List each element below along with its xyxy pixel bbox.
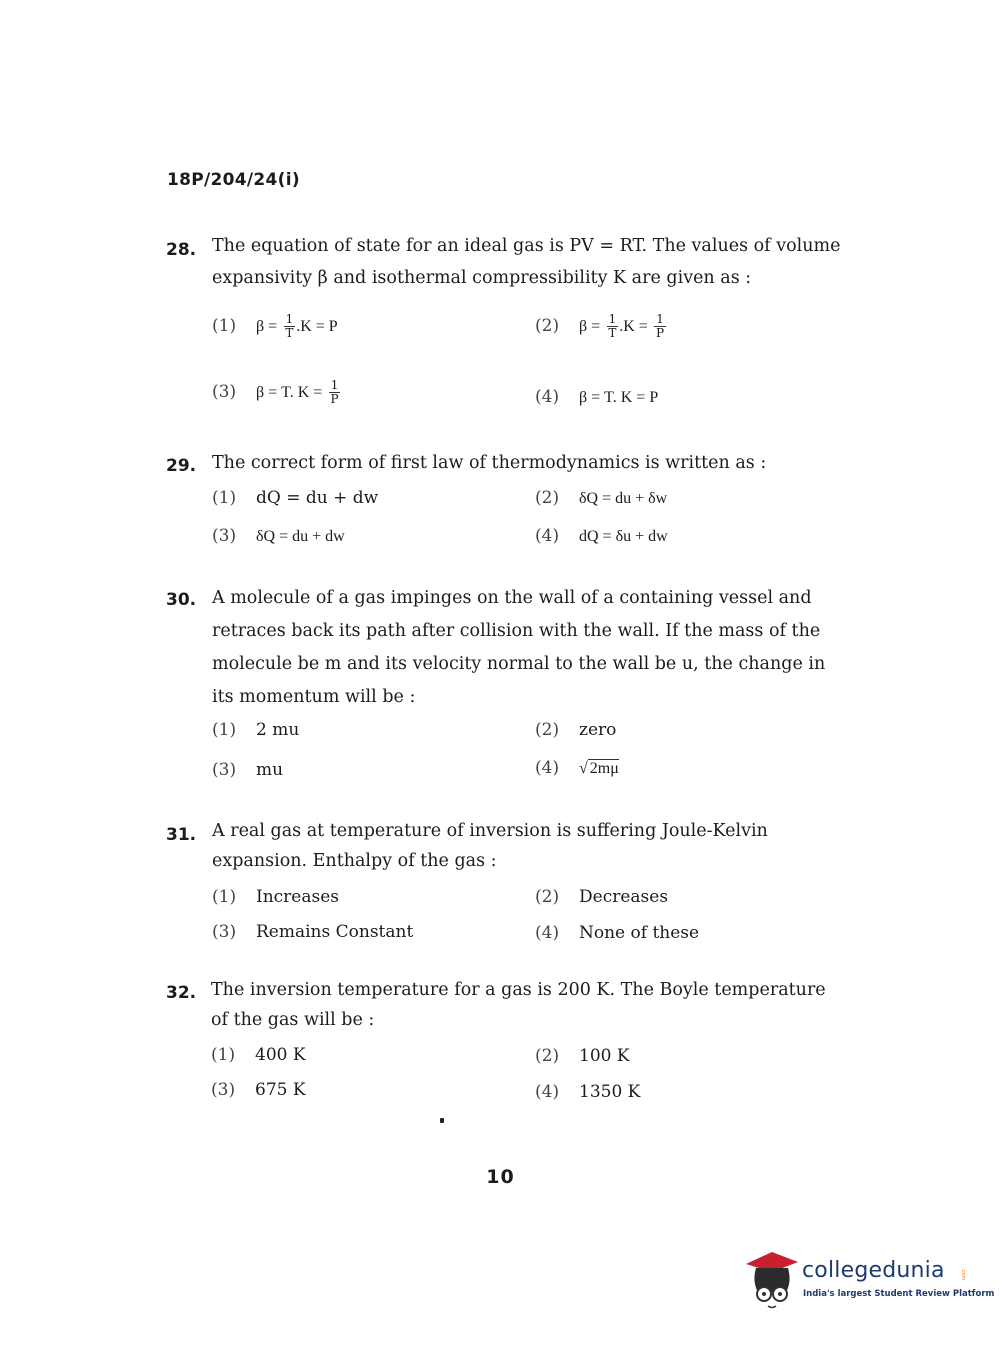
fraction-numerator: 1: [656, 312, 664, 326]
option-number: (3): [212, 760, 237, 780]
option-32-3: [211, 1080, 306, 1100]
option-number: (2): [535, 488, 560, 508]
question-line: The equation of state for an ideal gas is PV = RT. The values of volume: [212, 236, 841, 256]
option-31-2: [535, 887, 668, 907]
brand-tagline: India's largest Student Review Platform: [803, 1289, 995, 1299]
option-number: (1): [212, 316, 237, 336]
option-text: None of these: [579, 923, 700, 943]
option-number: (4): [535, 1082, 560, 1102]
fraction-numerator: 1: [330, 378, 339, 392]
option-text: dQ = du + dw: [256, 488, 379, 508]
option-number: (4): [535, 387, 560, 407]
fraction-denominator: P: [330, 392, 339, 406]
option-number: (3): [212, 382, 237, 402]
option-32-4: [535, 1082, 640, 1102]
question-text-31: [212, 816, 847, 876]
question-text-32: [211, 975, 846, 1035]
option-number: (1): [212, 488, 237, 508]
option-math: .K =: [619, 318, 648, 335]
option-text: mu: [256, 760, 284, 780]
option-28-3: [212, 379, 341, 406]
option-30-1: [212, 720, 299, 740]
question-number-30: 30.: [166, 590, 197, 610]
option-number: (2): [535, 316, 560, 336]
question-line: A molecule of a gas impinges on the wall of a containing vessel and: [212, 588, 812, 608]
question-number-29: 29.: [166, 456, 197, 476]
brand-suffix: .com: [960, 1268, 966, 1281]
option-29-1: [212, 488, 378, 508]
sqrt-symbol: √: [579, 760, 588, 777]
option-text: δQ = du + dw: [256, 528, 345, 545]
option-28-4: [535, 387, 658, 407]
option-number: (2): [535, 887, 560, 907]
question-line: molecule be m and its velocity normal to the wall be u, the change in: [212, 654, 826, 674]
page-number: 10: [486, 1166, 515, 1188]
option-number: (3): [212, 526, 237, 546]
option-number: (1): [211, 1045, 236, 1065]
question-text-30: [212, 582, 847, 714]
question-line: retraces back its path after collision with the wall. If the mass of the: [212, 621, 821, 641]
paper-code: 18P/204/24(i): [167, 170, 300, 190]
option-30-3: [212, 760, 283, 780]
question-line: A real gas at temperature of inversion is suffering Joule-Kelvin: [212, 821, 768, 841]
option-text: δQ = du + δw: [579, 490, 668, 507]
option-number: (1): [212, 720, 237, 740]
option-text: 675 K: [255, 1080, 306, 1100]
question-number-32: 32.: [166, 983, 197, 1003]
scan-dot: [440, 1118, 444, 1123]
fraction: [607, 313, 619, 340]
option-text: 400 K: [255, 1045, 306, 1065]
option-math: β = T. K = P: [579, 389, 659, 406]
brand-name: collegedunia: [802, 1258, 945, 1283]
option-number: (4): [535, 758, 560, 778]
option-32-2: [535, 1046, 630, 1066]
option-number: (1): [212, 887, 237, 907]
option-29-2: [535, 488, 667, 508]
option-number: (2): [535, 1046, 560, 1066]
option-math: .K = P: [296, 318, 338, 335]
mascot-icon: [742, 1248, 802, 1314]
question-text-29: The correct form of first law of thermodynamics is written as :: [212, 453, 767, 473]
fraction: [654, 313, 666, 340]
fraction-denominator: P: [655, 326, 665, 340]
option-text: Remains Constant: [256, 922, 414, 942]
fraction-denominator: T: [285, 326, 294, 340]
option-31-4: [535, 923, 699, 943]
option-text: dQ = δu + dw: [579, 528, 668, 545]
question-line: The inversion temperature for a gas is 200 K. The Boyle temperature: [211, 980, 826, 1000]
option-30-2: [535, 720, 616, 740]
option-number: (4): [535, 923, 560, 943]
option-28-1: [212, 313, 338, 340]
fraction: [284, 313, 296, 340]
option-text: 1350 K: [579, 1082, 641, 1102]
option-30-4: [535, 758, 619, 778]
option-text: 100 K: [579, 1046, 630, 1066]
option-math: β = T. K =: [256, 384, 323, 401]
question-line: expansion. Enthalpy of the gas :: [212, 851, 497, 871]
fraction: [329, 379, 341, 406]
option-text: 2 mu: [256, 720, 300, 740]
option-text: Increases: [256, 887, 340, 907]
option-number: (3): [212, 922, 237, 942]
option-text: 2mμ: [589, 760, 619, 777]
option-math: β =: [256, 318, 278, 335]
option-29-3: [212, 526, 345, 546]
option-number: (2): [535, 720, 560, 740]
question-line: expansivity β and isothermal compressibility K are given as :: [212, 268, 752, 288]
option-31-3: [212, 922, 413, 942]
option-31-1: [212, 887, 339, 907]
option-text: zero: [579, 720, 617, 740]
option-math: β =: [579, 318, 601, 335]
option-number: (4): [535, 526, 560, 546]
collegedunia-watermark: [742, 1248, 995, 1318]
question-line: its momentum will be :: [212, 687, 416, 707]
question-number-28: 28.: [166, 240, 197, 260]
option-28-2: [535, 313, 667, 340]
option-text: Decreases: [579, 887, 669, 907]
question-text-28: [212, 230, 847, 294]
option-number: (3): [211, 1080, 236, 1100]
question-line: of the gas will be :: [211, 1010, 375, 1030]
fraction-numerator: 1: [285, 312, 294, 326]
question-number-31: 31.: [166, 825, 197, 845]
fraction-numerator: 1: [608, 312, 617, 326]
option-29-4: [535, 526, 668, 546]
option-32-1: [211, 1045, 306, 1065]
fraction-denominator: T: [608, 326, 617, 340]
